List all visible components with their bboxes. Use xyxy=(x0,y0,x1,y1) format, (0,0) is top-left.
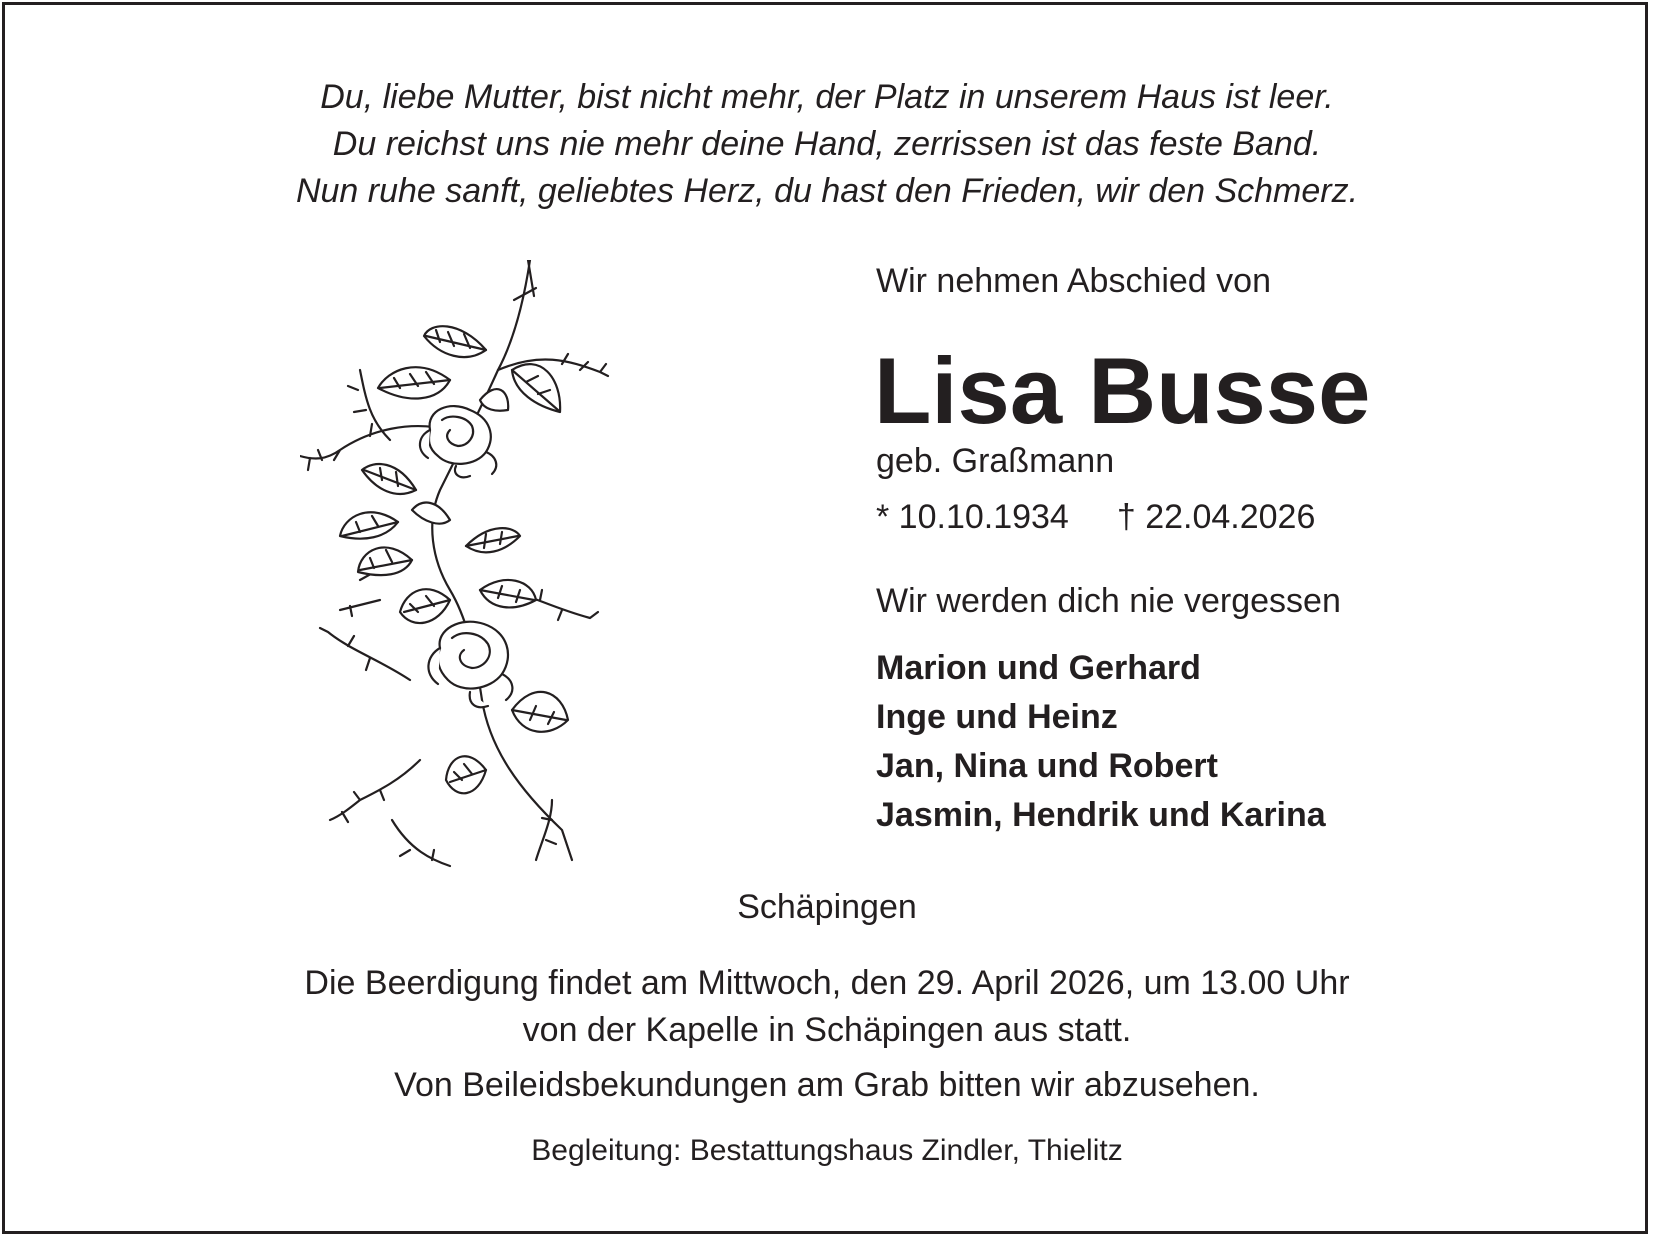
birth-date: * 10.10.1934 xyxy=(876,498,1069,536)
birth-name: geb. Graßmann xyxy=(876,442,1115,480)
funeral-details xyxy=(0,960,1654,1054)
condolence-note: Von Beileidsbekundungen am Grab bitten wir abzusehen. xyxy=(394,1066,1260,1104)
life-dates xyxy=(876,498,1315,537)
mourner-line: Marion und Gerhard xyxy=(876,649,1201,687)
poem-line-2: Du reichst uns nie mehr deine Hand, zerrissen ist das feste Band. xyxy=(332,125,1322,163)
place-name: Schäpingen xyxy=(737,888,917,926)
funeral-line-2: von der Kapelle in Schäpingen aus statt. xyxy=(522,1011,1132,1049)
remembrance-line: Wir werden dich nie vergessen xyxy=(876,582,1341,620)
memorial-poem xyxy=(0,74,1654,215)
mourner-line: Inge und Heinz xyxy=(876,698,1118,736)
deceased-name: Lisa Busse xyxy=(874,338,1371,443)
mourners-list xyxy=(876,644,1326,840)
mourner-line: Jasmin, Hendrik und Karina xyxy=(876,796,1326,834)
mourner-line: Jan, Nina und Robert xyxy=(876,747,1218,785)
rose-branch-icon xyxy=(300,260,640,872)
death-date: † 22.04.2026 xyxy=(1116,498,1316,536)
poem-line-3: Nun ruhe sanft, geliebtes Herz, du hast den Frieden, wir den Schmerz. xyxy=(295,172,1359,210)
funeral-line-1: Die Beerdigung findet am Mittwoch, den 29. April 2026, um 13.00 Uhr xyxy=(304,964,1350,1002)
farewell-intro: Wir nehmen Abschied von xyxy=(876,262,1271,300)
funeral-home-credit: Begleitung: Bestattungshaus Zindler, Thielitz xyxy=(531,1134,1123,1167)
poem-line-1: Du, liebe Mutter, bist nicht mehr, der Platz in unserem Haus ist leer. xyxy=(320,78,1334,116)
